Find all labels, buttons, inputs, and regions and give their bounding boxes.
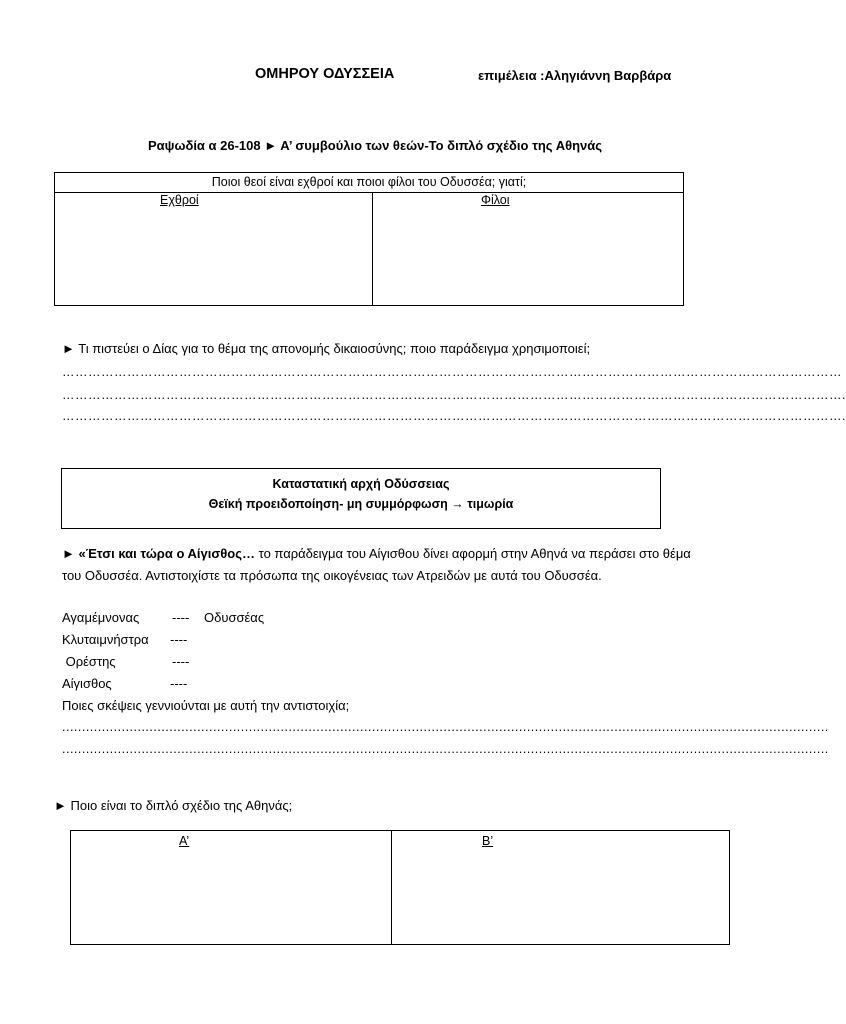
pair-left: Αγαμέμνονας [62,610,140,625]
principle-title: Καταστατική αρχή Οδύσσειας [272,477,450,491]
answer-line: ……………………………………………………………………………………………………………………………………………………………… [62,365,842,379]
document-title: ΟΜΗΡΟΥ ΟΔΥΣΣΕΙΑ [255,66,395,82]
pair-dash: ---- [172,610,190,625]
table-divider [372,192,373,305]
principle-rule: Θεϊκή προειδοποίηση- μη συμμόρφωση → τιμωρία [208,497,514,511]
answer-line: ………………………………………………………………………………………………………………………………………………………………. [62,388,846,402]
answer-line: ………………………………………………………………………………………………………………………………………………………………. [62,409,846,423]
pair-dash: ---- [170,632,188,647]
answer-line: ................................................................................................................................................................................................. [62,720,829,734]
pair-left: Ορέστης [62,654,116,669]
aegisthus-question-text: το παράδειγμα του Αίγισθου δίνει αφορμή στην Αθηνά να περάσει στο θέμα του Οδυσσέα. Αντιστοιχίστε τα πρόσωπα της οικογένειας των Ατρειδών με αυτά του Οδυσσέα. [62,546,691,583]
pair-dash: ---- [170,676,188,691]
pair-row [62,654,189,669]
followup-question: Ποιες σκέψεις γεννιούνται με αυτή την αντιστοιχία; [62,698,350,713]
answer-line: ................................................................................................................................................................................................. [62,742,829,756]
enemies-column-header: Εχθροί [160,193,199,207]
friends-column-header: Φίλοι [481,193,510,207]
aegisthus-question [62,543,702,587]
zeus-question: ► Τι πιστεύει ο Δίας για το θέμα της απονομής δικαιοσύνης; ποιο παράδειγμα χρησιμοποιεί; [62,341,591,356]
section-subtitle: Ραψωδία α 26-108 ► Α’ συμβούλιο των θεών-Το διπλό σχέδιο της Αθηνάς [148,138,603,153]
table-divider [391,831,392,944]
athena-plan-question: ► Ποιο είναι το διπλό σχέδιο της Αθηνάς; [54,798,293,813]
enemies-friends-table [54,172,684,306]
pair-left: Κλυταιμνήστρα [62,632,149,647]
pair-row [62,632,187,647]
pair-dash: ---- [172,654,190,669]
pair-row [62,610,264,625]
pair-left: Αίγισθος [62,676,112,691]
principle-frame [61,468,661,529]
aegisthus-quote: ► «Έτσι και τώρα ο Αίγισθος… [62,546,255,561]
pair-right: Οδυσσέας [204,610,265,625]
plan-b-header: Β’ [482,834,494,848]
pair-row [62,676,187,691]
editor-credit: επιμέλεια :Αληγιάννη Βαρβάρα [478,68,672,83]
athena-plan-table [70,830,730,945]
table-question: Ποιοι θεοί είναι εχθροί και ποιοι φίλοι του Οδυσσέα; γιατί; [55,173,683,193]
plan-a-header: Α’ [179,834,190,848]
